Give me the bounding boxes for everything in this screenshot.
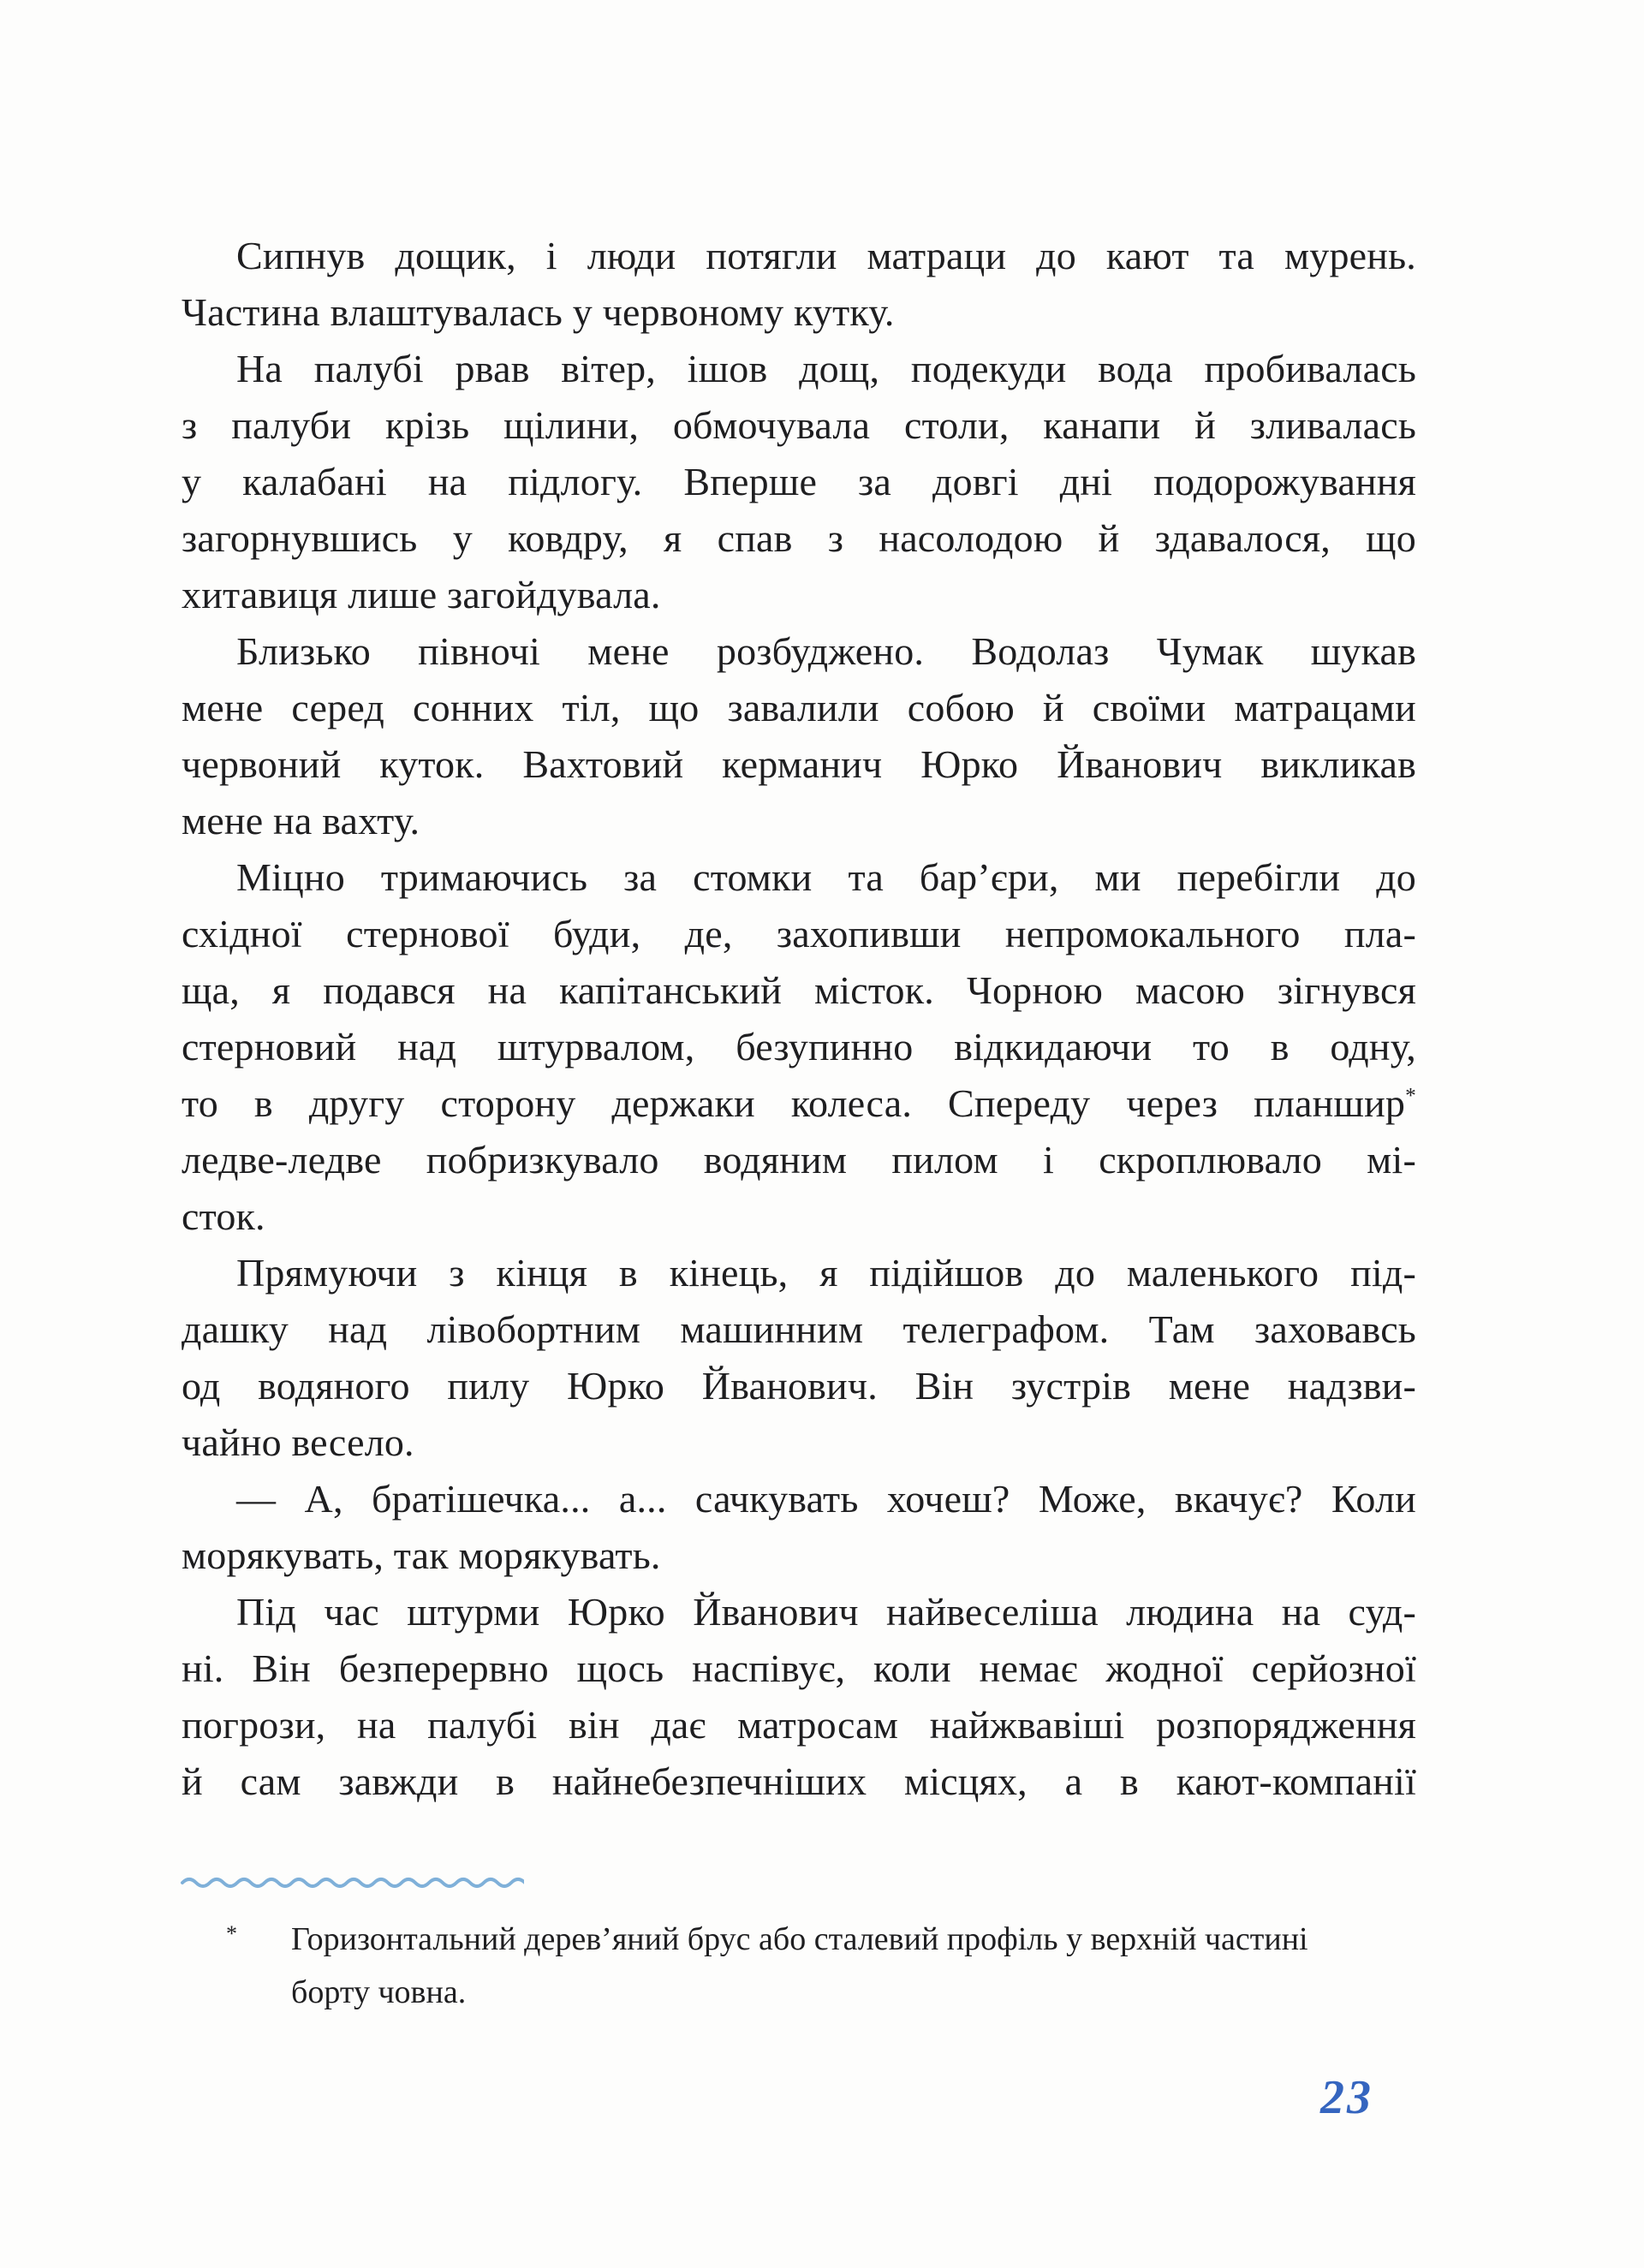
- text-line: загорнувшись у ковдру, я спав з насолодою й здавалося, що: [182, 516, 1416, 560]
- text-line: з палуби крізь щілини, обмочувала столи, канапи й зливалась: [182, 403, 1416, 447]
- footnote-separator-wave: [180, 1875, 524, 1890]
- text-line: морякувать, так морякувать.: [182, 1533, 661, 1577]
- text-line: мене серед сонних тіл, що завалили собою й своїми матрацами: [182, 686, 1416, 729]
- text-line: дашку над лівобортним машинним телеграфом. Там заховавсь: [182, 1307, 1416, 1351]
- text-line: Під час штурми Юрко Йванович найвеселіша людина на суд-: [236, 1590, 1416, 1634]
- text-line: чайно весело.: [182, 1420, 414, 1464]
- text-line: то в другу сторону держаки колеса. Спереду через планшир*: [182, 1081, 1416, 1125]
- text-line: хитавиця лише загойдувала.: [182, 573, 661, 616]
- text-line: сток.: [182, 1194, 265, 1238]
- footnote-reference-asterisk: *: [1405, 1083, 1416, 1108]
- body-text: [182, 228, 1416, 1810]
- text-line: Прямуючи з кінця в кінець, я підійшов до маленького під-: [236, 1251, 1416, 1295]
- text-line: погрози, на палубі він дає матросам найжвавіші розпорядження: [182, 1703, 1416, 1747]
- text-line: од водяного пилу Юрко Йванович. Він зустрів мене надзви-: [182, 1364, 1416, 1408]
- footnote-body: [291, 1913, 1415, 2019]
- text-line: Близько півночі мене розбуджено. Водолаз Чумак шукав: [236, 629, 1416, 673]
- text-line: у калабані на підлогу. Вперше за довгі дні подорожування: [182, 460, 1416, 503]
- footnote: [182, 1913, 1415, 2019]
- text-line: ща, я подався на капітанський місток. Чорною масою зігнувся: [182, 968, 1416, 1012]
- text-line: Частина влаштувалась у червоному кутку.: [182, 290, 895, 334]
- text-line: На палубі рвав вітер, ішов дощ, подекуди вода пробивалась: [236, 347, 1416, 390]
- text-line: Сипнув дощик, і люди потягли матраци до кают та мурень.: [236, 234, 1416, 277]
- text-line: східної стернової буди, де, захопивши непромокального пла-: [182, 912, 1416, 955]
- text-line: — А, братішечка... а... сачкувать хочеш? Може, вкачує? Коли: [236, 1477, 1416, 1521]
- text-line: Міцно тримаючись за стомки та бар’єри, ми перебігли до: [236, 855, 1416, 899]
- text-line: ні. Він безперервно щось наспівує, коли немає жодної серйозної: [182, 1646, 1416, 1690]
- footnote-line: борту човна.: [291, 1974, 467, 2010]
- text-line: стерновий над штурвалом, безупинно відкидаючи то в одну,: [182, 1025, 1416, 1069]
- text-line: ледве-ледве побризкувало водяним пилом і скроплювало мі-: [182, 1138, 1416, 1182]
- footnote-line: Горизонтальний дерев’яний брус або сталевий профіль у верхній частині: [291, 1921, 1308, 1957]
- wave-line: [182, 1879, 524, 1886]
- footnote-marker: *: [226, 1921, 237, 1946]
- text-line: мене на вахту.: [182, 799, 420, 842]
- text-line: й сам завжди в найнебезпечніших місцях, а в кают-компанії: [182, 1759, 1416, 1803]
- text-line: червоний куток. Вахтовий керманич Юрко Йванович викликав: [182, 742, 1416, 786]
- page-number: 23: [1320, 2071, 1373, 2124]
